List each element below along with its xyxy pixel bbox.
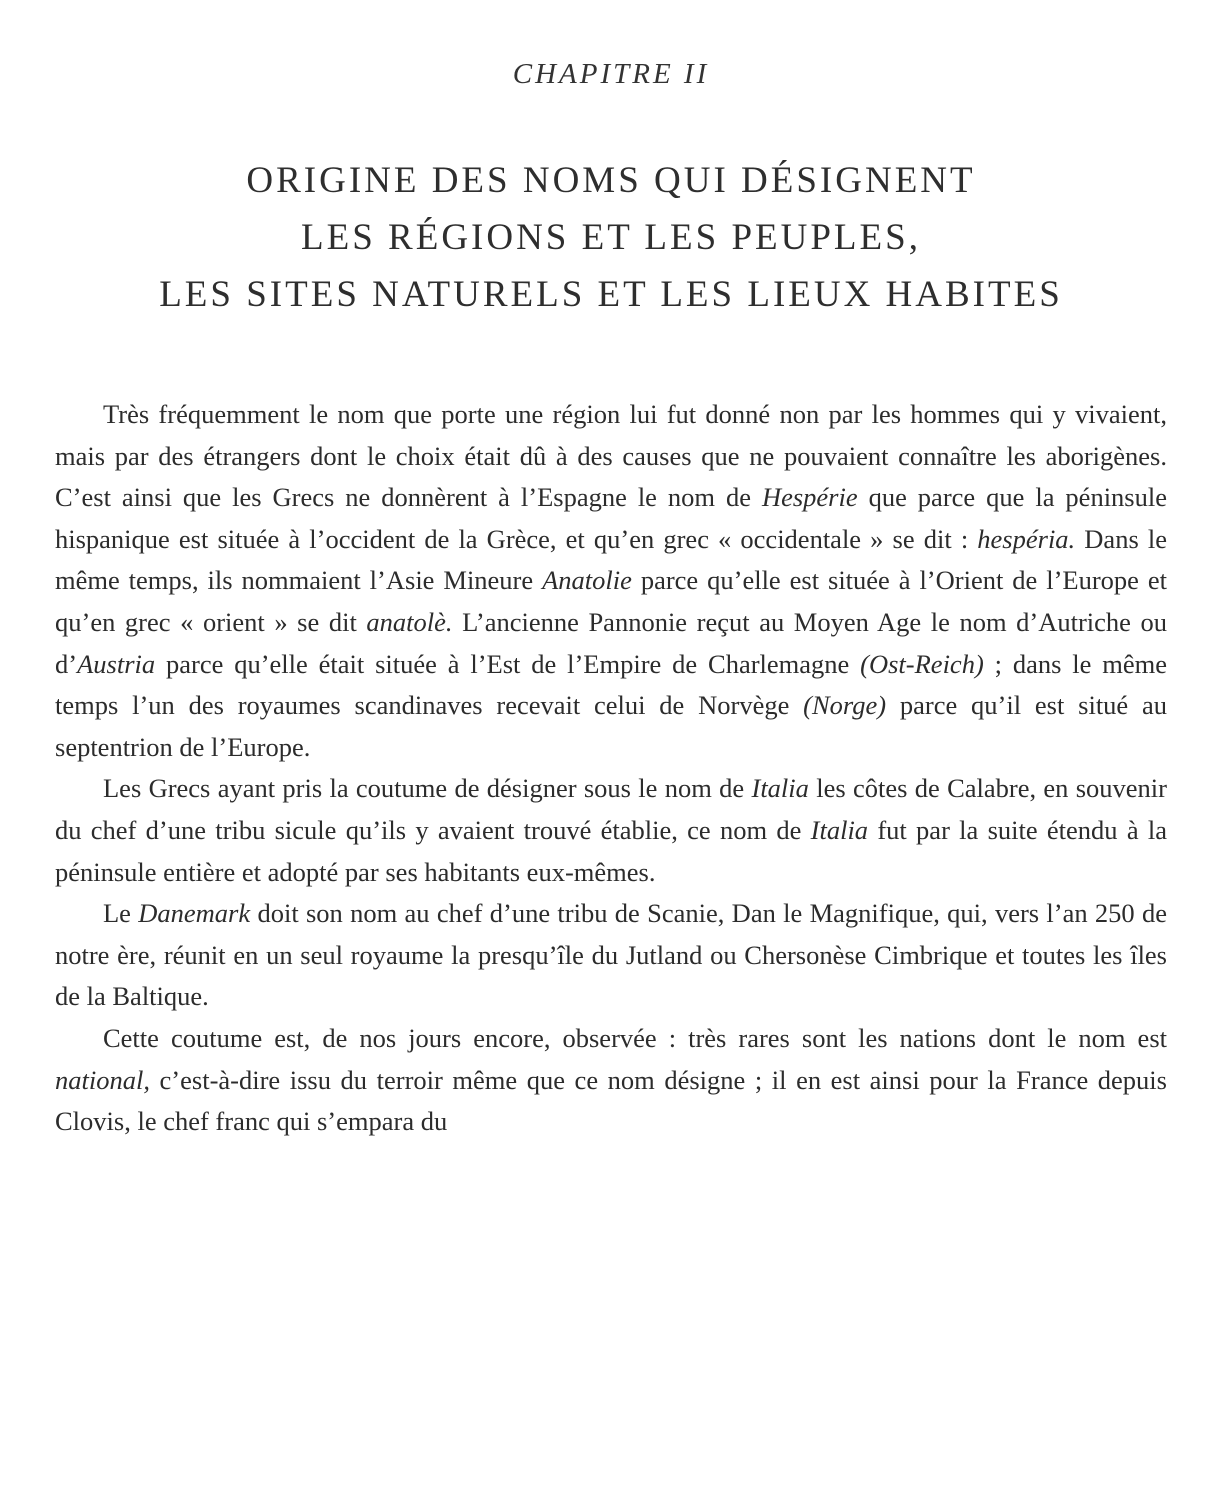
chapter-title-line: LES RÉGIONS ET LES PEUPLES, [301, 217, 921, 258]
paragraph [55, 394, 1167, 768]
italic-term: (Ost-Reich) [860, 648, 984, 679]
italic-term: hespéria. [977, 523, 1076, 554]
text-segment: Très fréquemment le nom que porte une région lui fut donné non par les hommes qui y vivaient, mais par des étrangers dont le choix était dû à des causes que ne pouvaient connaître les aborigènes. C’est ainsi que les Grecs ne donnèrent à l’Espagne le nom de [55, 399, 1167, 513]
paragraph [55, 1018, 1167, 1143]
text-segment: doit son nom au chef d’une tribu de Scanie, Dan le Magnifique, qui, vers l’an 250 de notre ère, réunit en un seul royaume la presqu’île du Jutland ou Chersonèse Cimbrique et toutes les îles de la Baltique. [55, 898, 1167, 1012]
italic-term: Italia [751, 773, 809, 804]
text-segment: les côtes de Calabre, en souvenir du chef d’une tribu sicule qu’ils y avaient trouvé établie, ce nom de [55, 773, 1167, 845]
italic-term: anatolè. [366, 606, 453, 637]
italic-term: Austria [77, 648, 156, 679]
italic-term: (Norge) [803, 690, 887, 721]
text-segment: Les Grecs ayant pris la coutume de désigner sous le nom de [103, 773, 752, 804]
chapter-title-line: LES SITES NATURELS ET LES LIEUX HABITES [159, 274, 1063, 315]
italic-term: Hespérie [761, 482, 858, 513]
text-segment: fut par la suite étendu à la péninsule entière et adopté par ses habitants eux-mêmes. [55, 814, 1167, 887]
italic-term: Danemark [138, 898, 251, 929]
italic-term: Anatolie [542, 565, 632, 596]
chapter-title-line: ORIGINE DES NOMS QUI DÉSIGNENT [246, 160, 976, 201]
text-segment: parce qu’elle était située à l’Est de l’Empire de Charlemagne [155, 648, 861, 679]
text-segment: Le [103, 898, 139, 929]
text-segment: Dans le même temps, ils nommaient l’Asie Mineure [55, 523, 1167, 596]
body-text [55, 394, 1167, 1143]
paragraph [55, 893, 1167, 1018]
text-segment: L’ancienne Pannonie reçut au Moyen Age le nom d’Autriche ou d’ [55, 606, 1168, 679]
italic-term: Italia [810, 814, 869, 845]
text-segment: parce qu’il est situé au septentrion de l’Europe. [55, 690, 1167, 762]
text-segment: c’est-à-dire issu du terroir même que ce nom désigne ; il en est ainsi pour la France depuis Clovis, le chef franc qui s’empara du [55, 1064, 1167, 1137]
text-segment: que parce que la péninsule hispanique est située à l’occident de la Grèce, et qu’en grec « occidentale » se dit : [55, 482, 1167, 554]
text-segment: Cette coutume est, de nos jours encore, observée : très rares sont les nations dont le nom est [103, 1022, 1167, 1053]
paragraph [55, 768, 1167, 893]
chapter-title [55, 152, 1167, 323]
italic-term: national, [55, 1064, 150, 1095]
text-segment: parce qu’elle est située à l’Orient de l’Europe et qu’en grec « orient » se dit [55, 565, 1167, 637]
text-segment: ; dans le même temps l’un des royaumes scandinaves recevait celui de Norvège [55, 648, 1168, 721]
chapter-label: CHAPITRE II [512, 58, 710, 90]
